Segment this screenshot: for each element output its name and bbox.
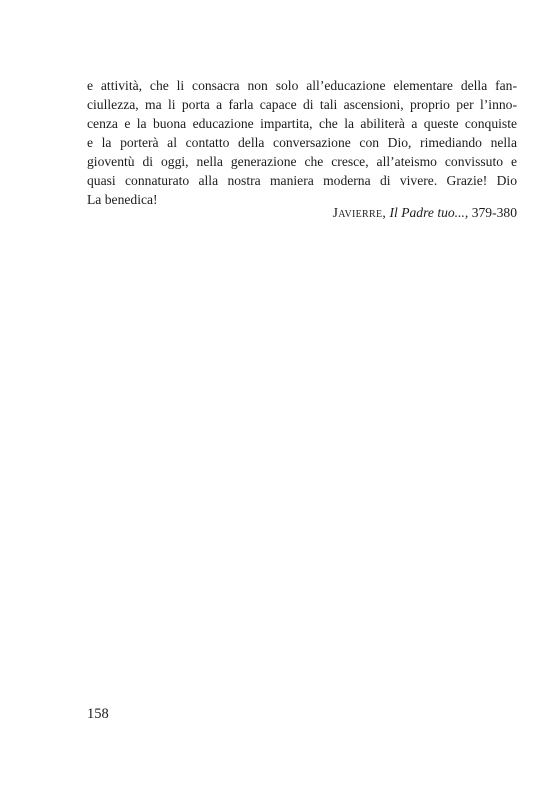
citation-pages: 379-380 <box>471 205 517 220</box>
text-line: e la porterà al contatto della conversazione con Dio, rimediando nella <box>87 135 517 150</box>
citation <box>333 203 517 222</box>
body-paragraph <box>87 76 517 209</box>
text-line: e attività, che li consacra non solo all’educazione elementare della fan- <box>87 78 517 93</box>
text-line: cenza e la buona educazione impartita, che la abiliterà a queste conquiste <box>87 116 517 131</box>
text-line: quasi connaturato alla nostra maniera moderna di vivere. Grazie! Dio <box>87 173 517 188</box>
citation-title: Il Padre tuo..., <box>389 205 469 220</box>
citation-author: Javierre, <box>332 205 387 220</box>
text-line: ciullezza, ma li porta a farla capace di tali ascensioni, proprio per l’inno- <box>87 97 517 112</box>
page-number: 158 <box>87 706 109 722</box>
text-line: gioventù di oggi, nella generazione che cresce, all’ateismo convissuto e <box>87 154 517 169</box>
text-line: La benedica! <box>87 192 158 207</box>
